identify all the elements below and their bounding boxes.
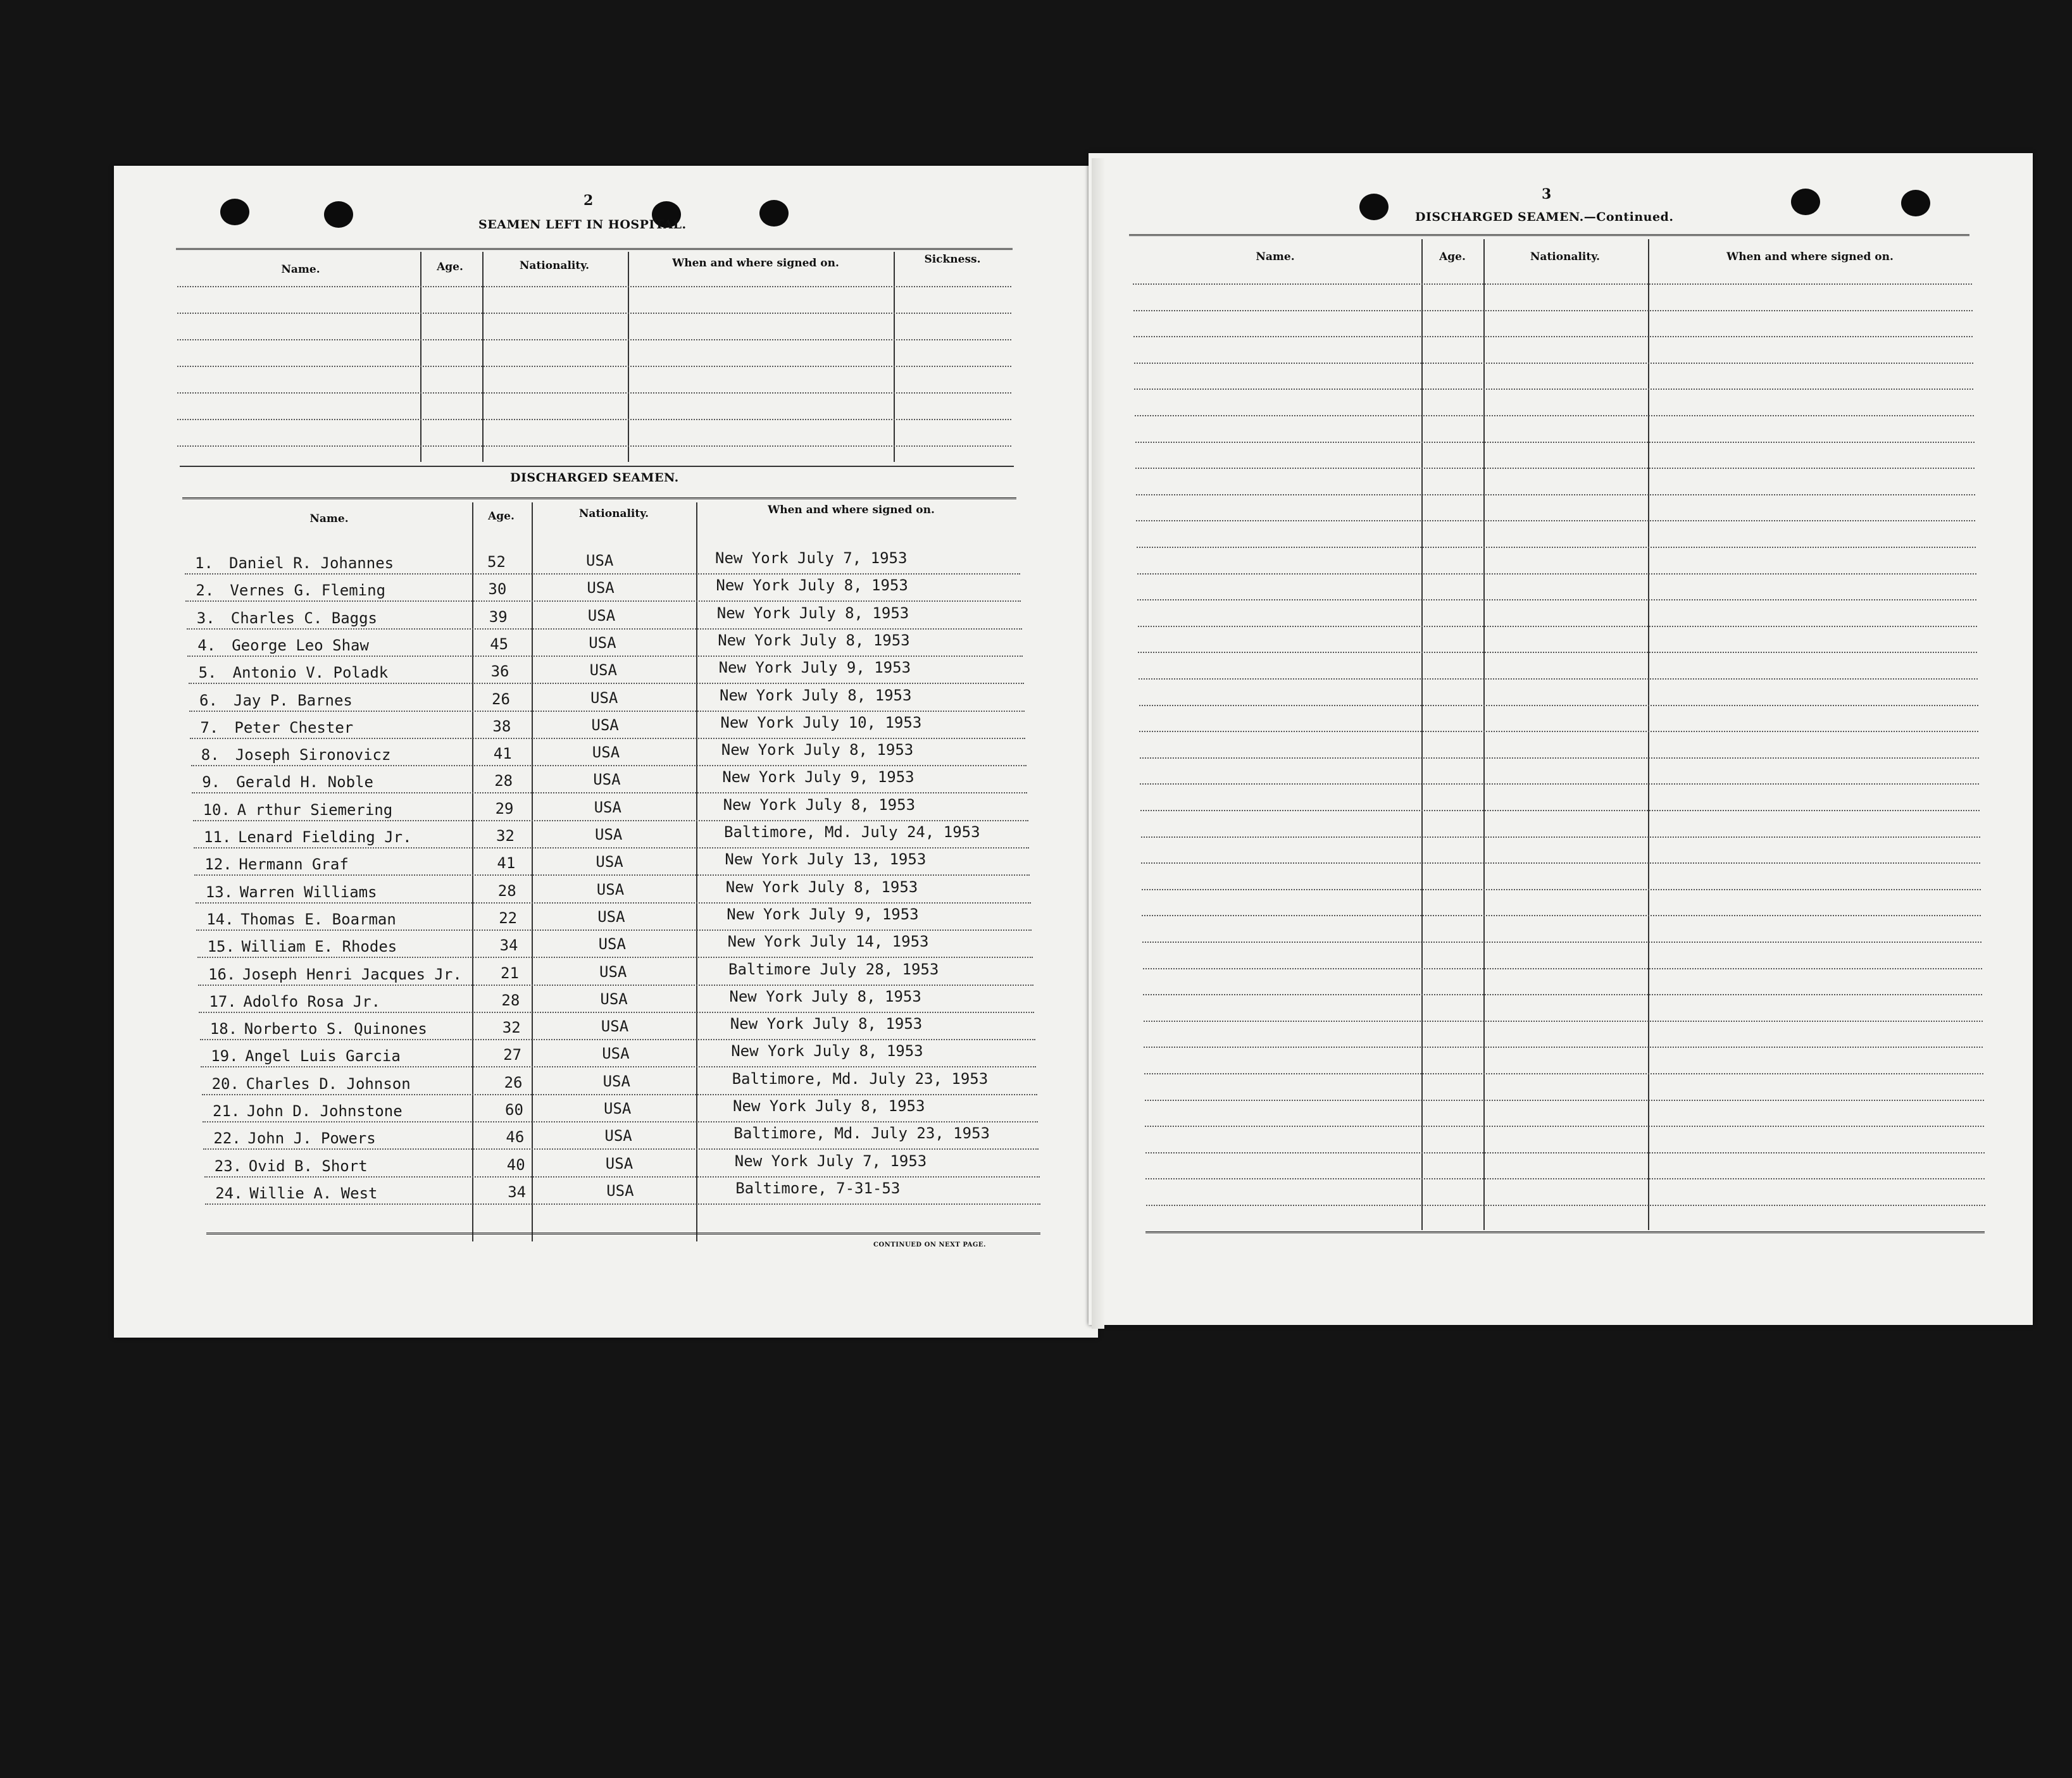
seaman-name: Gerald H. Noble — [236, 773, 373, 792]
continued-row-line — [1136, 494, 1975, 495]
punch-hole — [1359, 194, 1389, 220]
seaman-signed-on: New York July 8, 1953 — [723, 795, 916, 814]
seaman-name: Hermann Graf — [239, 855, 349, 874]
seaman-signed-on: New York July 8, 1953 — [730, 1015, 923, 1033]
row-number: 2. — [196, 581, 215, 600]
seaman-name: John J. Powers — [247, 1129, 376, 1148]
continued-row-line — [1144, 1073, 1983, 1074]
seaman-age: 38 — [492, 717, 511, 735]
row-number: 23. — [214, 1157, 242, 1175]
seaman-age: 60 — [505, 1101, 523, 1119]
seaman-age: 46 — [506, 1128, 525, 1147]
continued-row-line — [1145, 1126, 1984, 1127]
seaman-age: 32 — [502, 1019, 521, 1037]
seaman-signed-on: New York July 8, 1953 — [720, 686, 912, 704]
seaman-nationality: USA — [600, 990, 628, 1008]
continued-row-line — [1140, 783, 1979, 785]
seaman-name: Willie A. West — [249, 1184, 378, 1202]
seaman-nationality: USA — [601, 1017, 629, 1036]
continued-row-line — [1139, 678, 1978, 680]
hospital-row-line — [177, 392, 1011, 394]
seaman-name: A rthur Siemering — [237, 800, 393, 819]
continued-section-title: DISCHARGED SEAMEN.—Continued. — [1415, 210, 1674, 224]
continued-row-line — [1145, 1152, 1985, 1153]
seaman-signed-on: New York July 14, 1953 — [727, 933, 929, 951]
seaman-signed-on: Baltimore July 28, 1953 — [728, 960, 939, 978]
continued-row-line — [1138, 652, 1977, 653]
row-line — [193, 820, 1028, 821]
seaman-signed-on: New York July 8, 1953 — [725, 878, 918, 896]
continued-row-line — [1141, 862, 1980, 864]
row-number: 13. — [205, 883, 234, 901]
seaman-age: 34 — [508, 1183, 527, 1201]
discharged-section-title: DISCHARGED SEAMEN. — [510, 471, 679, 485]
row-number: 21. — [213, 1102, 240, 1120]
seaman-signed-on: New York July 13, 1953 — [725, 850, 927, 869]
seaman-age: 21 — [501, 964, 519, 982]
row-line — [197, 957, 1033, 958]
row-line — [202, 1094, 1037, 1095]
continued-row-line — [1141, 836, 1980, 838]
seaman-name: William E. Rhodes — [241, 938, 397, 956]
seaman-name: Antonio V. Poladk — [232, 664, 389, 682]
seaman-nationality: USA — [592, 743, 620, 762]
row-number: 15. — [207, 938, 235, 956]
row-number: 10. — [203, 800, 230, 819]
seaman-nationality: USA — [589, 633, 616, 652]
row-number: 1. — [195, 554, 213, 572]
seaman-age: 26 — [492, 690, 510, 708]
continued-col-signed-on: When and where signed on. — [1726, 251, 1894, 263]
seaman-signed-on: New York July 8, 1953 — [718, 631, 910, 649]
seaman-signed-on: New York July 8, 1953 — [733, 1097, 925, 1115]
row-number: 4. — [197, 636, 216, 654]
seaman-name: Angel Luis Garcia — [245, 1047, 401, 1066]
seaman-age: 28 — [501, 991, 520, 1009]
seaman-signed-on: Baltimore, 7-31-53 — [735, 1179, 901, 1197]
continued-row-line — [1133, 310, 1973, 311]
seaman-name: Warren Williams — [239, 883, 377, 901]
row-line — [185, 573, 1020, 575]
seaman-signed-on: New York July 9, 1953 — [727, 905, 919, 923]
seaman-name: Joseph Sironovicz — [235, 746, 391, 764]
row-number: 17. — [209, 992, 237, 1010]
continued-col-name: Name. — [1256, 251, 1295, 263]
seaman-nationality: USA — [606, 1181, 634, 1200]
seaman-age: 32 — [496, 827, 515, 845]
row-line — [187, 656, 1023, 657]
continued-row-line — [1138, 626, 1977, 627]
seaman-age: 28 — [494, 772, 513, 790]
row-line — [189, 711, 1025, 712]
hospital-top-rule — [176, 248, 1013, 250]
seaman-nationality: USA — [587, 579, 615, 597]
row-number: 22. — [213, 1129, 241, 1148]
hospital-col-signed-on: When and where signed on. — [672, 257, 839, 270]
continued-row-line — [1136, 520, 1975, 521]
row-line — [200, 1039, 1035, 1040]
punch-hole — [1791, 189, 1820, 215]
seaman-age: 39 — [489, 607, 508, 626]
seaman-name: Thomas E. Boarman — [240, 910, 396, 928]
row-line — [205, 1203, 1040, 1205]
seaman-name: Daniel R. Johannes — [229, 554, 394, 572]
punch-hole — [1901, 190, 1930, 216]
seaman-signed-on: New York July 8, 1953 — [716, 576, 908, 595]
seaman-nationality: USA — [596, 880, 625, 898]
page-number-left: 2 — [584, 192, 594, 209]
row-line — [199, 1012, 1034, 1013]
seaman-nationality: USA — [598, 935, 626, 954]
continued-note: CONTINUED ON NEXT PAGE. — [873, 1241, 987, 1248]
seaman-age: 40 — [506, 1155, 525, 1174]
seaman-age: 36 — [490, 662, 509, 681]
row-line — [198, 985, 1033, 986]
continued-row-line — [1139, 731, 1978, 732]
row-number: 11. — [204, 828, 232, 846]
punch-hole — [220, 199, 249, 225]
continued-row-line — [1143, 968, 1982, 969]
seaman-signed-on: New York July 9, 1953 — [722, 768, 914, 786]
seaman-age: 26 — [504, 1073, 523, 1091]
seaman-nationality: USA — [589, 661, 617, 680]
row-number: 18. — [209, 1020, 238, 1038]
seaman-signed-on: New York July 8, 1953 — [729, 987, 921, 1005]
seaman-nationality: USA — [591, 716, 619, 734]
row-line — [196, 929, 1032, 931]
continued-row-line — [1142, 942, 1982, 943]
discharged-col-nationality: Nationality. — [578, 507, 649, 520]
seaman-nationality: USA — [597, 907, 625, 926]
seaman-nationality: USA — [602, 1045, 630, 1063]
seaman-name: Norberto S. Quinones — [244, 1020, 427, 1038]
seaman-name: Vernes G. Fleming — [230, 581, 386, 600]
continued-row-line — [1145, 1100, 1984, 1101]
seaman-signed-on: Baltimore, Md. July 23, 1953 — [733, 1124, 990, 1143]
continued-row-line — [1135, 415, 1974, 416]
seaman-name: John D. Johnstone — [247, 1102, 403, 1120]
right-page — [1089, 153, 2033, 1325]
continued-row-line — [1140, 810, 1980, 811]
seaman-nationality: USA — [596, 853, 623, 871]
continued-row-line — [1135, 442, 1975, 443]
seaman-age: 29 — [495, 799, 514, 818]
seaman-nationality: USA — [593, 771, 621, 789]
seaman-nationality: USA — [594, 798, 621, 816]
seaman-signed-on: New York July 10, 1953 — [720, 713, 922, 731]
seaman-name: Charles C. Baggs — [230, 609, 377, 627]
row-number: 24. — [215, 1184, 243, 1202]
seaman-name: Jay P. Barnes — [234, 691, 353, 709]
row-line — [194, 874, 1030, 876]
discharged-col-name: Name. — [309, 513, 349, 525]
continued-row-line — [1133, 283, 1972, 285]
continued-row-line — [1139, 705, 1978, 706]
hospital-row-line — [177, 313, 1011, 314]
seaman-age: 30 — [488, 580, 507, 599]
row-number: 16. — [208, 965, 236, 983]
hospital-col-sickness: Sickness. — [924, 253, 981, 266]
hospital-row-line — [177, 339, 1011, 340]
continued-row-line — [1142, 889, 1981, 890]
seaman-signed-on: New York July 8, 1953 — [716, 604, 909, 622]
continued-col-nationality: Nationality. — [1530, 251, 1601, 263]
continued-row-line — [1142, 915, 1981, 916]
continued-row-line — [1140, 757, 1979, 759]
seaman-age: 22 — [499, 909, 518, 927]
seaman-name: Ovid B. Short — [248, 1157, 368, 1175]
row-line — [201, 1066, 1036, 1067]
row-number: 9. — [202, 773, 221, 792]
seaman-nationality: USA — [599, 962, 627, 981]
seaman-age: 45 — [490, 635, 509, 653]
seaman-nationality: USA — [605, 1154, 633, 1172]
seaman-age: 41 — [493, 745, 512, 763]
row-line — [189, 683, 1024, 684]
row-line — [185, 600, 1021, 602]
row-line — [190, 738, 1025, 739]
seaman-age: 28 — [497, 881, 516, 900]
seaman-signed-on: Baltimore, Md. July 23, 1953 — [732, 1069, 989, 1088]
row-number: 14. — [206, 910, 234, 928]
continued-row-line — [1135, 468, 1975, 469]
continued-row-line — [1137, 573, 1976, 575]
row-number: 7. — [200, 718, 219, 737]
seaman-age: 34 — [499, 936, 518, 955]
continued-row-line — [1146, 1205, 1985, 1206]
discharged-col-age: Age. — [488, 510, 515, 523]
hospital-col-nationality: Nationality. — [519, 259, 590, 272]
continued-row-line — [1144, 1047, 1983, 1048]
page-number-right: 3 — [1542, 186, 1552, 202]
seaman-nationality: USA — [604, 1127, 632, 1145]
continued-row-line — [1137, 599, 1976, 600]
seaman-name: Adolfo Rosa Jr. — [243, 992, 381, 1010]
seaman-nationality: USA — [602, 1072, 630, 1090]
row-number: 19. — [211, 1047, 239, 1066]
seaman-signed-on: New York July 7, 1953 — [715, 549, 908, 567]
seaman-nationality: USA — [595, 826, 623, 843]
continued-row-line — [1137, 547, 1976, 548]
row-number: 5. — [198, 664, 217, 682]
hospital-col-age: Age. — [437, 261, 463, 273]
row-line — [191, 765, 1027, 766]
seaman-name: Charles D. Johnson — [246, 1074, 411, 1093]
row-number: 6. — [199, 691, 218, 709]
row-line — [203, 1148, 1039, 1150]
row-number: 8. — [201, 746, 220, 764]
page-fold — [1092, 158, 1104, 1329]
row-line — [196, 902, 1031, 904]
seaman-name: Joseph Henri Jacques Jr. — [242, 965, 462, 983]
continued-row-line — [1134, 389, 1973, 390]
hospital-row-line — [177, 366, 1011, 367]
row-line — [187, 628, 1022, 630]
seaman-age: 52 — [487, 553, 506, 571]
seaman-name: George Leo Shaw — [232, 636, 369, 654]
hospital-row-line — [177, 286, 1011, 287]
seaman-name: Lenard Fielding Jr. — [238, 828, 412, 846]
continued-row-line — [1134, 363, 1973, 364]
seaman-age: 41 — [497, 854, 516, 873]
seaman-nationality: USA — [604, 1100, 632, 1117]
seaman-name: Peter Chester — [234, 718, 354, 737]
continued-row-line — [1145, 1178, 1985, 1179]
row-line — [204, 1176, 1040, 1178]
hospital-col-name: Name. — [281, 263, 320, 276]
seaman-signed-on: New York July 8, 1953 — [731, 1042, 923, 1060]
continued-row-line — [1143, 994, 1982, 995]
continued-col-age: Age. — [1439, 251, 1466, 263]
row-number: 20. — [211, 1074, 239, 1093]
hospital-section-title: SEAMEN LEFT IN HOSPITAL. — [478, 218, 687, 232]
seaman-signed-on: New York July 8, 1953 — [721, 741, 914, 759]
punch-hole — [324, 201, 353, 228]
seaman-signed-on: New York July 9, 1953 — [718, 659, 911, 677]
continued-row-line — [1133, 336, 1973, 337]
seaman-signed-on: New York July 7, 1953 — [734, 1152, 927, 1170]
punch-hole — [759, 200, 789, 227]
row-number: 3. — [196, 609, 215, 627]
seaman-nationality: USA — [586, 552, 614, 569]
continued-row-line — [1144, 1021, 1983, 1022]
row-line — [192, 792, 1027, 793]
seaman-age: 27 — [503, 1046, 522, 1064]
hospital-row-line — [177, 419, 1011, 420]
seaman-nationality: USA — [587, 606, 616, 625]
row-line — [203, 1121, 1038, 1122]
hospital-row-line — [177, 445, 1011, 447]
row-line — [194, 847, 1029, 849]
seaman-signed-on: Baltimore, Md. July 24, 1953 — [724, 823, 980, 841]
seaman-nationality: USA — [590, 688, 618, 707]
discharged-col-signed-on: When and where signed on. — [768, 504, 935, 516]
row-number: 12. — [204, 855, 232, 874]
